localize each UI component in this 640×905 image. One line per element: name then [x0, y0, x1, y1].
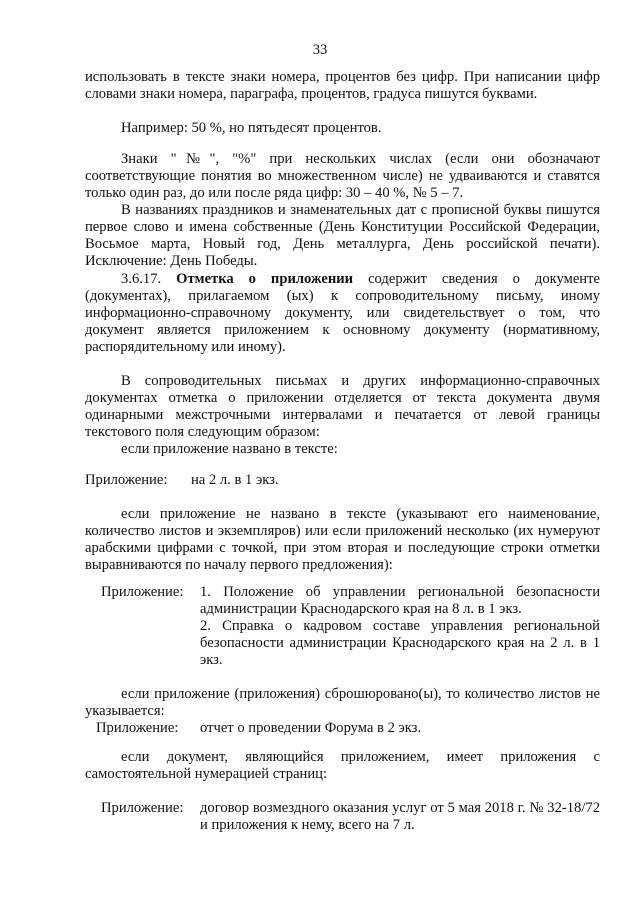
attachment-text-1: на 2 л. в 1 экз.	[191, 472, 279, 488]
paragraph-example: Например: 50 %, но пятьдесят процентов.	[121, 120, 382, 136]
section-3-6-17	[85, 271, 600, 356]
attachment-label-1: Приложение:	[85, 472, 168, 488]
paragraph-case-unnamed: если приложение не названо в тексте (указывают его наименование, количество листов и экземпляров) или если приложений несколько (их нумеруют арабскими цифрами с точкой, при этом вторая и последующие строки отметки выравниваются по началу первого предложения):	[85, 506, 600, 573]
paragraph-holidays: В названиях праздников и знаменательных дат с прописной буквы пишутся первое слово и имена собственные (День Конституции Российской Федерации, Восьмое марта, Новый год, День металлурга, День российской печати). Исключение: День Победы.	[85, 202, 600, 269]
paragraph-cover-letters: В сопроводительных письмах и других информационно-справочных документах отметка о приложении отделяется от текста документа двумя одинарными межстрочными интервалами и печатается от левой границы текстового поля следующим образом:	[85, 373, 600, 440]
attachment-label-4: Приложение:	[101, 800, 184, 816]
section-text: содержит сведения о документе (документах), прилагаемом (ых) к сопроводительному письму, иному информационно-справочному документу, или свидетельствует о том, что документ является приложением к основному документу (нормативному, распорядительному или иному).	[85, 271, 600, 355]
paragraph-case-named: если приложение названо в тексте:	[121, 441, 338, 457]
page-number: 33	[312, 42, 328, 58]
section-number: 3.6.17.	[121, 271, 162, 287]
paragraph-intro: использовать в тексте знаки номера, процентов без цифр. При написании цифр словами знаки номера, параграфа, процентов, градуса пишутся буквами.	[85, 69, 600, 102]
attachment-text-4: договор возмездного оказания услуг от 5 мая 2018 г. № 32-18/72 и приложения к нему, всего на 7 л.	[200, 800, 600, 833]
attachment-item-1: 1. Положение об управлении региональной безопасности администрации Краснодарского края на 8 л. в 1 экз.	[200, 584, 600, 617]
attachment-text-3: отчет о проведении Форума в 2 экз.	[200, 720, 422, 736]
section-term: Отметка о приложении	[176, 271, 354, 287]
paragraph-case-own-appendices: если документ, являющийся приложением, имеет приложения с самостоятельной нумерацией страниц:	[85, 749, 600, 782]
attachment-label-2: Приложение:	[101, 584, 184, 600]
attachment-label-3: Приложение:	[96, 720, 179, 736]
paragraph-case-bound: если приложение (приложения) сброшюровано(ы), то количество листов не указывается:	[85, 686, 600, 719]
attachment-item-2: 2. Справка о кадровом составе управления региональной безопасности администрации Краснодарского края на 2 л. в 1 экз.	[200, 618, 600, 668]
paragraph-signs: Знаки "№", "%" при нескольких числах (если они обозначают соответствующие понятия во множественном числе) не удваиваются и ставятся только один раз, до или после ряда цифр: 30 – 40 %, № 5 – 7.	[85, 151, 600, 201]
